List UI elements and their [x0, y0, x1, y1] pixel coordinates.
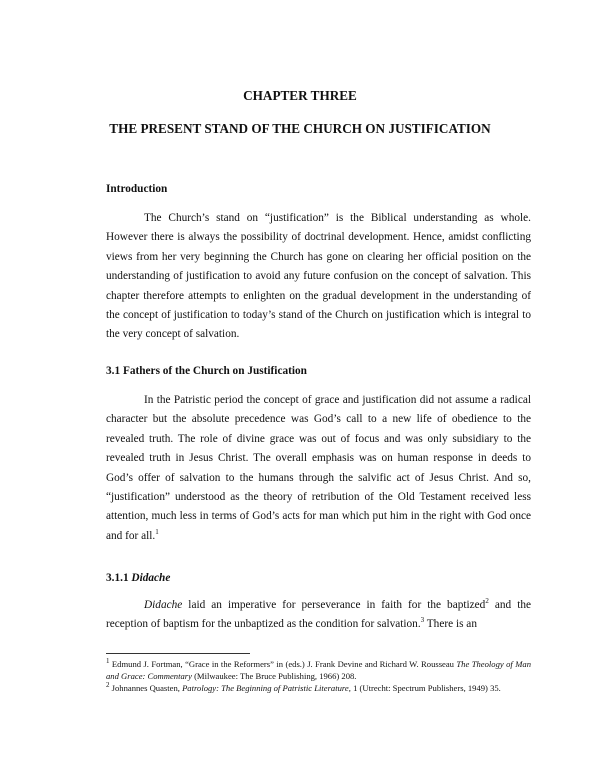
section-3-1-1-title: Didache: [131, 572, 171, 584]
footnote-ref-3[interactable]: 3: [420, 616, 425, 625]
footnote-1-title: The Theology of Man and Grace: Commentary: [106, 659, 531, 681]
footnote-ref-2[interactable]: 2: [485, 597, 489, 606]
footnote-2-text-a: Johnannes Quasten,: [109, 683, 183, 693]
section-3-1-heading: 3.1 Fathers of the Church on Justification: [106, 365, 307, 377]
section-3-1-1-text-part3: There is an: [424, 618, 477, 631]
section-3-1-1-number: 3.1.1: [106, 572, 129, 584]
footnote-2-title: Patrology: The Beginning of Patristic Literature: [182, 683, 349, 693]
footnote-divider: [106, 653, 250, 654]
footnote-1-text-b: (Milwaukee: The Bruce Publishing, 1966) 208.: [191, 670, 357, 681]
section-3-1-1-text-part1: laid an imperative for perseverance in faith for the baptized: [182, 599, 486, 611]
footnote-2-text-b: , 1 (Utrecht: Spectrum Publishers, 1949) 35.: [348, 683, 501, 693]
introduction-heading: Introduction: [106, 183, 168, 195]
chapter-title: CHAPTER THREE: [243, 88, 357, 103]
footnote-1-number: 1: [106, 657, 110, 666]
footnote-2-number: 2: [106, 681, 110, 690]
footnote-2: [106, 683, 531, 695]
footnote-ref-1[interactable]: 1: [155, 528, 159, 537]
section-3-1-1-text-part2: and the reception of baptism for the unbaptized as the condition for salvation.: [106, 599, 531, 631]
introduction-paragraph-text: The Church’s stand on “justification” is the Biblical understanding as whole. However there is always the possibility of doctrinal development. Hence, amidst conflicting views from her very beginning the Church has gone on clearing her official position on the understanding of justification to avoid any future confusion on the concept of salvation. This chapter therefore attempts to enlighten on the gradual development in the understanding of the concept of justification to today’s stand of the Church on justification which is integral to the very concept of salvation.: [106, 212, 531, 341]
footnote-1-text-a: Edmund J. Fortman, “Grace in the Reformers” in (eds.) J. Frank Devine and Richard W. Rousseau: [109, 659, 457, 669]
section-3-1-1-heading: [106, 572, 170, 584]
didache-italic: Didache: [144, 599, 183, 611]
section-3-1-paragraph: [106, 391, 531, 546]
chapter-subtitle: THE PRESENT STAND OF THE CHURCH ON JUSTIFICATION: [109, 121, 491, 136]
footnote-1: [106, 659, 531, 682]
section-3-1-1-paragraph: [106, 596, 531, 635]
section-3-1-paragraph-text: In the Patristic period the concept of grace and justification did not assume a radical character but the absolute precedence was God’s call to a new life of obedience to the revealed truth. The role of divine grace was out of focus and was only subsidiary to the revealed truth in Jesus Christ. The overall emphasis was on human response in deeds to God’s offer of salvation to the humans through the salvific act of Jesus Christ. And so, “justification” understood as the theory of retribution of the Old Testament received less attention, much less in terms of God’s acts for man which put him in the right with God once and for all.: [106, 394, 531, 542]
introduction-paragraph: [106, 209, 531, 345]
